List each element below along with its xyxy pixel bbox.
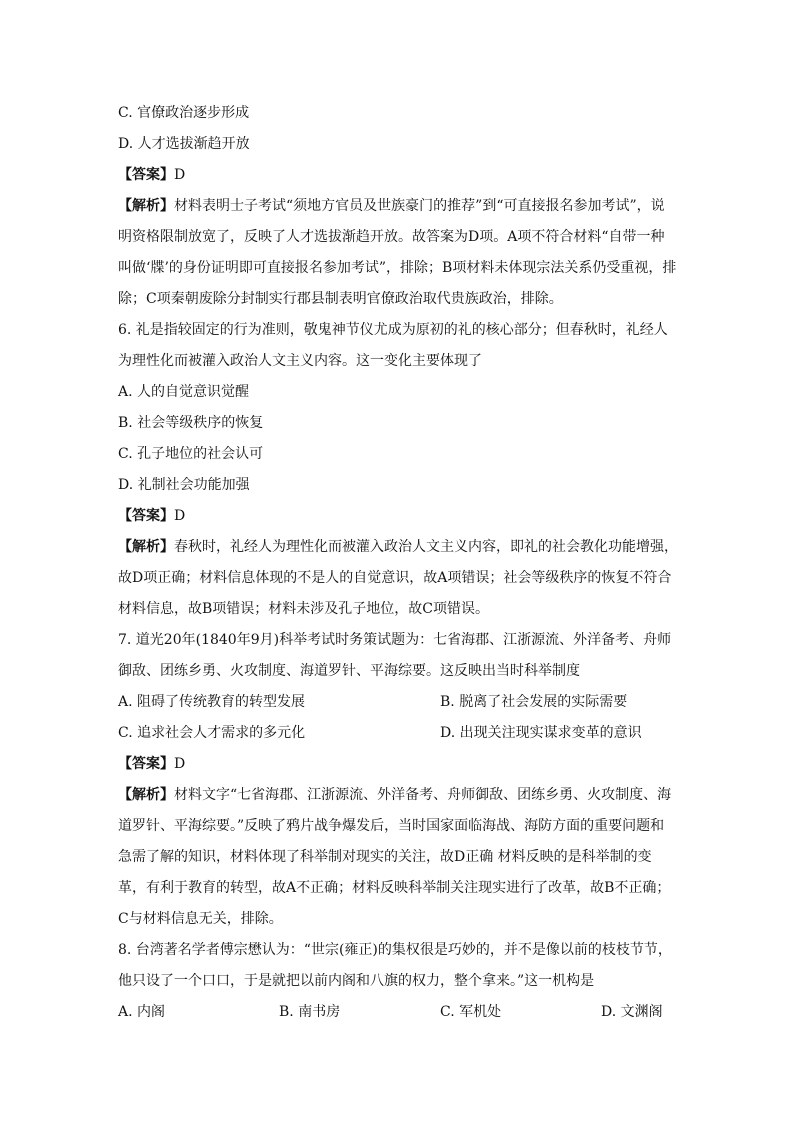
- analysis-text: 材料文字“七省海郡、江浙源流、外洋备考、舟师御敌、团练乡勇、火攻制度、海道罗针、平海综要。”反映了鸦片战争爆发后，当时国家面临海战、海防方面的重要问题和急需了解的知识，材料体现了科举制对现实的关注，故D正确 材料反映的是科举制的变革，有利于教育的转型，故A不正确；材料反映科举制关注现实进行了改革，故B不正确；C与材料信息无关，排除。: [118, 787, 672, 927]
- q6-option-d: D. 礼制社会功能加强: [118, 477, 250, 493]
- answer-tag: 【答案】: [118, 756, 174, 772]
- q7-options-row-2: [118, 718, 678, 749]
- q6-option-c: C. 孔子地位的社会认可: [118, 446, 264, 462]
- q8-option-d: D. 文渊阁: [601, 1004, 663, 1020]
- q8-option-b: B. 南书房: [279, 1004, 341, 1020]
- answer-tag: 【答案】: [118, 167, 174, 183]
- q8-stem: 8. 台湾著名学者傅宗懋认为：“世宗(雍正)的集权很是巧妙的，并不是像以前的枝枝节节，他只设了一个口口，于是就把以前内阁和八旗的权力，整个拿来。”这一机构是: [118, 942, 672, 989]
- analysis-tag: 【解析】: [118, 539, 174, 555]
- q7-option-a: A. 阻碍了传统教育的转型发展: [118, 694, 306, 710]
- answer-value: D: [174, 756, 186, 772]
- q6-analysis: [118, 532, 678, 625]
- q7-options-row-1: [118, 687, 678, 718]
- q6-option-b: B. 社会等级秩序的恢复: [118, 415, 264, 431]
- q7-option-d: D. 出现关注现实谋求变革的意识: [440, 725, 642, 741]
- q6-stem: 6. 礼是指较固定的行为准则，敬鬼神节仪尤成为原初的礼的核心部分；但春秋时，礼经人为理性化而被灌入政治人文主义内容。这一变化主要体现了: [118, 322, 668, 369]
- q7-option-c: C. 追求社会人才需求的多元化: [118, 725, 306, 741]
- analysis-tag: 【解析】: [118, 198, 174, 214]
- answer-tag: 【答案】: [118, 508, 174, 524]
- q5-analysis: [118, 191, 678, 315]
- q6-option-a: A. 人的自觉意识觉醒: [118, 384, 250, 400]
- document-page: [118, 98, 678, 1028]
- q5-option-d: D. 人才选拔渐趋开放: [118, 136, 250, 152]
- analysis-text: 材料表明士子考试“须地方官员及世族豪门的推荐”到“可直接报名参加考试”，说明资格限制放宽了，反映了人才选拔渐趋开放。故答案为D项。A项不符合材料“自带一种叫做‘牒’的身份证明即可直接报名参加考试”，排除；B项材料未体现宗法关系仍受重视，排除；C项秦朝废除分封制实行郡县制表明官僚政治取代贵族政治，排除。: [118, 198, 677, 307]
- q7-analysis: [118, 780, 678, 935]
- q5-option-c: C. 官僚政治逐步形成: [118, 105, 250, 121]
- q8-options-row: [118, 997, 678, 1028]
- q5-answer: [118, 160, 678, 191]
- analysis-tag: 【解析】: [118, 787, 174, 803]
- q6-answer: [118, 501, 678, 532]
- answer-value: D: [174, 167, 186, 183]
- q8-option-a: A. 内阁: [118, 1004, 166, 1020]
- q8-option-c: C. 军机处: [440, 1004, 502, 1020]
- analysis-text: 春秋时，礼经人为理性化而被灌入政治人文主义内容，即礼的社会教化功能增强，故D项正确；材料信息体现的不是人的自觉意识，故A项错误；社会等级秩序的恢复不符合材料信息，故B项错误；材料未涉及孔子地位，故C项错误。: [118, 539, 678, 617]
- q7-option-b: B. 脱离了社会发展的实际需要: [440, 694, 628, 710]
- q7-answer: [118, 749, 678, 780]
- answer-value: D: [174, 508, 186, 524]
- q7-stem: 7. 道光20年(1840年9月)科举考试时务策试题为：七省海郡、江浙源流、外洋备考、舟师御敌、团练乡勇、火攻制度、海道罗针、平海综要。这反映出当时科举制度: [118, 632, 672, 679]
